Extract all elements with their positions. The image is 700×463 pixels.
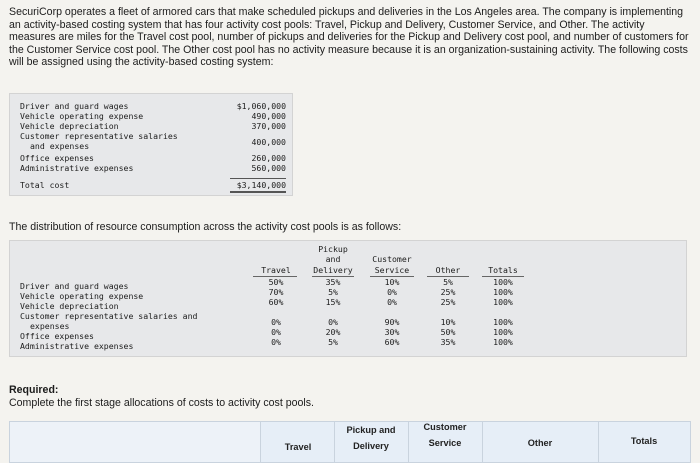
header-customer-1: Customer <box>372 254 412 264</box>
cell-totals: 100% <box>493 287 513 297</box>
cell-customer: 30% <box>384 327 400 337</box>
cell-other: 25% <box>440 287 456 297</box>
problem-intro: SecuriCorp operates a fleet of armored cars that make scheduled pickups and deliveries in the Los Angeles area. The company is implementing an activity-based costing system that has four activity cost pools: Travel, Pickup and Delivery, Customer Service, and Other. The activity measures are miles for the Travel cost pool, number of pickups and deliveries for the Pickup and Delivery cost pool, and number of customers for the Customer Service cost pool. The Other cost pool has no activity measure because it is an organization-sustaining activity. The following costs will be assigned using the activity-based costing system: <box>9 6 689 69</box>
subtotal-rule <box>230 178 286 179</box>
cell-pickup: 35% <box>325 277 341 287</box>
cell-customer: 0% <box>387 287 397 297</box>
header-pickup-2: and <box>325 254 341 264</box>
cell-other: 10% <box>440 317 456 327</box>
allocation-table <box>9 421 691 463</box>
cost-amount: 560,000 <box>251 163 286 173</box>
cell-travel: 70% <box>268 287 284 297</box>
cell-customer: 90% <box>384 317 400 327</box>
required-heading: Required: <box>9 384 59 396</box>
cost-amount: $1,060,000 <box>236 101 286 111</box>
cell-other: 25% <box>440 297 456 307</box>
row-label: Administrative expenses <box>20 341 134 351</box>
alloc-header-pickup-1: Pickup and <box>346 425 396 435</box>
cost-amount: 490,000 <box>251 111 286 121</box>
header-pickup-1: Pickup <box>318 244 348 254</box>
header-travel: Travel <box>261 265 291 275</box>
alloc-header-customer-2: Service <box>428 438 462 448</box>
header-customer-2: Service <box>374 265 410 275</box>
cell-pickup: 5% <box>328 337 338 347</box>
cost-table <box>9 93 293 196</box>
cost-label: Customer representative salaries <box>20 131 178 141</box>
column-divider <box>598 422 599 462</box>
row-label: Vehicle depreciation <box>20 301 119 311</box>
required-section <box>9 384 314 409</box>
row-label: Vehicle operating expense <box>20 291 144 301</box>
alloc-header-travel: Travel <box>284 442 312 452</box>
cost-amount: 370,000 <box>251 121 286 131</box>
header-totals: Totals <box>488 265 518 275</box>
cost-label: Vehicle depreciation <box>20 121 119 131</box>
cell-pickup: 20% <box>325 327 341 337</box>
column-divider <box>334 422 335 462</box>
cell-pickup: 0% <box>328 317 338 327</box>
cost-label: Driver and guard wages <box>20 101 129 111</box>
alloc-header-customer-1: Customer <box>423 422 467 432</box>
cell-other: 5% <box>443 277 453 287</box>
alloc-header-totals: Totals <box>630 436 658 446</box>
cost-amount: $3,140,000 <box>236 180 286 190</box>
cell-customer: 60% <box>384 337 400 347</box>
header-other: Other <box>435 265 461 275</box>
required-instruction: Complete the first stage allocations of costs to activity cost pools. <box>9 396 315 409</box>
cell-travel: 50% <box>268 277 284 287</box>
distribution-table <box>9 240 687 357</box>
distribution-intro: The distribution of resource consumption across the activity cost pools is as follows: <box>9 221 402 233</box>
cell-pickup: 5% <box>328 287 338 297</box>
row-label: Driver and guard wages <box>20 281 129 291</box>
cell-totals: 100% <box>493 277 513 287</box>
allocation-row-label-column <box>10 422 260 462</box>
cost-amount: 260,000 <box>251 153 286 163</box>
row-label: Customer representative salaries and <box>20 311 198 321</box>
header-pickup-3: Delivery <box>313 265 353 275</box>
cost-label: Administrative expenses <box>20 163 134 173</box>
cell-other: 50% <box>440 327 456 337</box>
cell-travel: 0% <box>271 317 281 327</box>
cell-totals: 100% <box>493 337 513 347</box>
cell-totals: 100% <box>493 297 513 307</box>
column-divider <box>482 422 483 462</box>
cost-label: Total cost <box>20 180 70 190</box>
alloc-header-other: Other <box>527 438 553 448</box>
cell-customer: 10% <box>384 277 400 287</box>
cell-pickup: 15% <box>325 297 341 307</box>
total-double-rule <box>230 191 286 195</box>
cost-label-continued: and expenses <box>30 141 90 151</box>
cell-travel: 0% <box>271 337 281 347</box>
row-label-continued: expenses <box>30 321 70 331</box>
cost-amount: 400,000 <box>251 137 286 147</box>
cell-travel: 60% <box>268 297 284 307</box>
column-divider <box>260 422 261 462</box>
cost-label: Office expenses <box>20 153 94 163</box>
cell-travel: 0% <box>271 327 281 337</box>
cell-customer: 0% <box>387 297 397 307</box>
cell-totals: 100% <box>493 317 513 327</box>
alloc-header-pickup-2: Delivery <box>353 441 389 451</box>
cell-totals: 100% <box>493 327 513 337</box>
cell-other: 35% <box>440 337 456 347</box>
row-label: Office expenses <box>20 331 94 341</box>
cost-label: Vehicle operating expense <box>20 111 144 121</box>
